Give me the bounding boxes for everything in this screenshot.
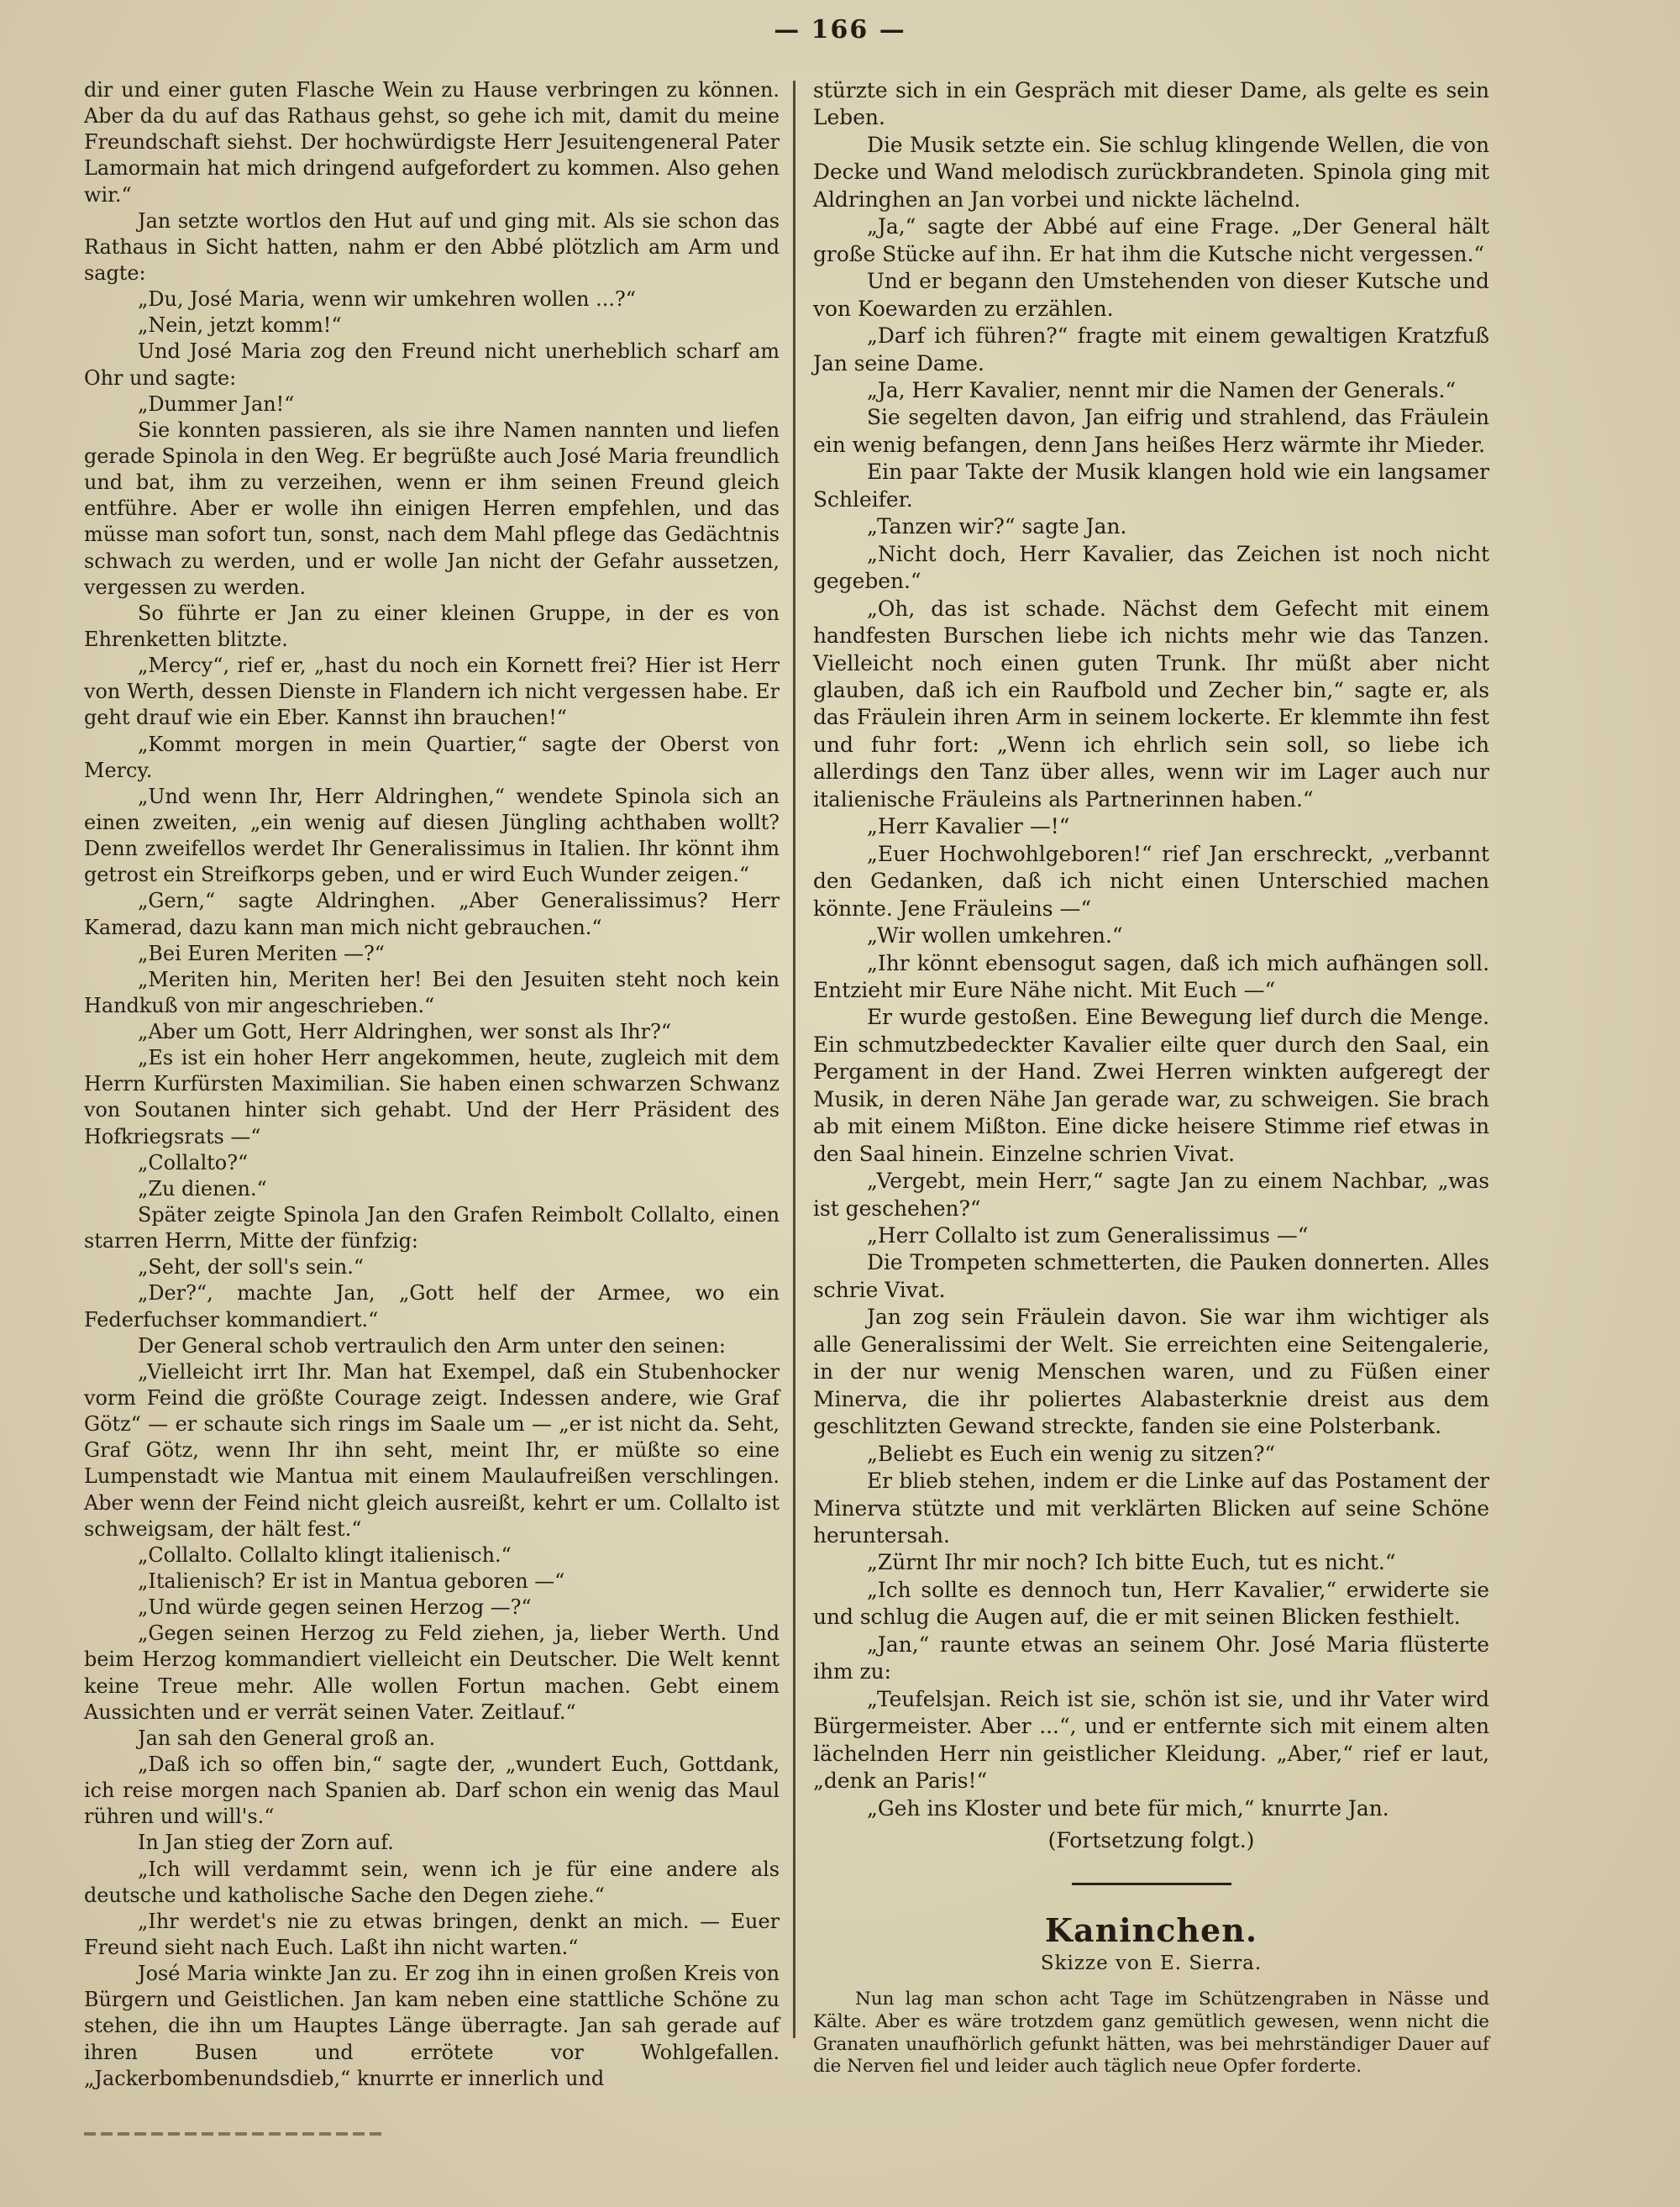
paragraph: „Collalto. Collalto klingt italienisch.“	[138, 1542, 512, 1567]
paragraph: „Mercy“, rief er, „hast du noch ein Kornett frei? Hier ist Herr von Werth, dessen Dienste in Flandern ich nicht vergessen habe. Er geht drauf wie ein Eber. Kannst ihn brauchen!“	[84, 654, 780, 730]
paragraph: „Und wenn Ihr, Herr Aldringhen,“ wendete Spinola sich an einen zweiten, „ein wenig auf diesen Jüngling achthaben wollt? Denn zweifellos werdet Ihr Generalissimus in Italien. Ihr könnt ihm getrost ein Streifkorps geben, und er wird Euch Wunder zeigen.“	[84, 784, 780, 887]
paragraph: „Darf ich führen?“ fragte mit einem gewaltigen Kratzfuß Jan seine Dame.	[813, 323, 1489, 376]
paragraph: Sie konnten passieren, als sie ihre Namen nannten und liefen gerade Spinola in den Weg. Er begrüßte auch José Maria freundlich und bat, ihm zu verzeihen, wenn er ihm seinen Freund gleich entführe. Aber er wolle ihn einigen Herren empfehlen, und das müsse man sofort tun, sonst, nach dem Mahl pflege das Gedächtnis schwach zu werden, und er wolle Jan nicht der Gefahr aussetzen, vergessen zu werden.	[84, 418, 780, 599]
paragraph: „Geh ins Kloster und bete für mich,“ knurrte Jan.	[867, 1795, 1389, 1821]
paragraph: Jan setzte wortlos den Hut auf und ging mit. Als sie schon das Rathaus in Sicht hatten, nahm er den Abbé plötzlich am Arm und sagte:	[84, 208, 780, 285]
paragraph: Später zeigte Spinola Jan den Grafen Reimbolt Collalto, einen starren Herrn, Mitte der fünfzig:	[84, 1203, 780, 1253]
paragraph: „Euer Hochwohlgeboren!“ rief Jan erschreckt, „verbannt den Gedanken, daß ich nicht einen Unterschied machen könnte. Jene Fräuleins —“	[813, 841, 1489, 921]
paragraph: „Beliebt es Euch ein wenig zu sitzen?“	[867, 1441, 1276, 1466]
paragraph: Sie segelten davon, Jan eifrig und strahlend, das Fräulein ein wenig befangen, denn Jans heißes Herz wärmte ihr Mieder.	[813, 405, 1489, 457]
page-edge-mark	[84, 2132, 386, 2136]
paragraph: „Ja,“ sagte der Abbé auf eine Frage. „Der General hält große Stücke auf ihn. Er hat ihm die Kutsche nicht vergessen.“	[813, 214, 1489, 266]
paragraph: Er wurde gestoßen. Eine Bewegung lief durch die Menge. Ein schmutzbedeckter Kavalier eilte quer durch den Saal, ein Pergament in der Hand. Zwei Herren winkten aufgeregt der Musik, in deren Nähe Jan gerade war, zu schweigen. Sie brach ab mit einem Mißton. Eine dicke heisere Stimme rief etwas in den Saal hinein. Einzelne schrien Vivat.	[813, 1005, 1489, 1166]
paragraph: „Du, José Maria, wenn wir umkehren wollen ...?“	[138, 287, 636, 312]
paragraph: „Herr Collalto ist zum Generalissimus —“	[867, 1223, 1309, 1248]
paragraph: „Jan,“ raunte etwas an seinem Ohr. José Maria flüsterte ihm zu:	[813, 1632, 1489, 1684]
paragraph: „Aber um Gott, Herr Aldringhen, wer sonst als Ihr?“	[138, 1020, 672, 1044]
paragraph: „Meriten hin, Meriten her! Bei den Jesuiten steht noch kein Handkuß von mir angeschrieben.“	[84, 967, 780, 1017]
paragraph: „Teufelsjan. Reich ist sie, schön ist sie, und ihr Vater wird Bürgermeister. Aber ...“, und er entfernte sich mit einem alten lächelnden Herr nin geistlicher Kleidung. „Aber,“ rief er laut, „denk an Paris!“	[813, 1686, 1489, 1794]
paragraph: „Ja, Herr Kavalier, nennt mir die Namen der Generals.“	[867, 377, 1457, 402]
paragraph: „Collalto?“	[138, 1150, 249, 1174]
paragraph: „Vielleicht irrt Ihr. Man hat Exempel, daß ein Stubenhocker vorm Feind die größte Courage zeigt. Indessen andere, wie Graf Götz“ — er schaute sich rings im Saale um — „er ist nicht da. Seht, Graf Götz, wenn Ihr ihn seht, meint Ihr, er müßte so eine Lumpenstadt wie Mantua mit einem Maulaufreißen verschlingen. Aber wenn der Feind nicht gleich ausreißt, kehrt er um. Collalto ist schweigsam, der hält fest.“	[84, 1359, 780, 1541]
paragraph: „Seht, der soll's sein.“	[138, 1255, 365, 1280]
paragraph: „Ich sollte es dennoch tun, Herr Kavalier,“ erwiderte sie und schlug die Augen auf, die er mit seinen Blicken festhielt.	[813, 1577, 1489, 1630]
story-body	[813, 1989, 1489, 2078]
paragraph: Jan sah den General groß an.	[138, 1726, 436, 1750]
paragraph: Ein paar Takte der Musik klangen hold wie ein langsamer Schleifer.	[813, 460, 1489, 512]
paragraph: „Zürnt Ihr mir noch? Ich bitte Euch, tut es nicht.“	[867, 1550, 1396, 1575]
paragraph: „Ich will verdammt sein, wenn ich je für eine andere als deutsche und katholische Sache den Degen ziehe.“	[84, 1857, 780, 1907]
paragraph: „Zu dienen.“	[138, 1176, 267, 1201]
section-separator	[1072, 1883, 1231, 1885]
paragraph: So führte er Jan zu einer kleinen Gruppe, in der es von Ehrenketten blitzte.	[84, 601, 780, 651]
paragraph: Und José Maria zog den Freund nicht unerheblich scharf am Ohr und sagte:	[84, 339, 780, 390]
paragraph: „Gern,“ sagte Aldringhen. „Aber Generalissimus? Herr Kamerad, dazu kann man mich nicht gebrauchen.“	[84, 889, 780, 939]
paragraph: „Wir wollen umkehren.“	[867, 923, 1123, 948]
story-title: Kaninchen.	[1044, 1911, 1258, 1950]
paragraph: stürzte sich in ein Gespräch mit dieser Dame, als gelte es sein Leben.	[813, 78, 1489, 130]
paragraph: „Ihr könnt ebensogut sagen, daß ich mich aufhängen soll. Entzieht mir Eure Nähe nicht. Mit Euch —“	[813, 950, 1489, 1002]
paragraph: „Vergebt, mein Herr,“ sagte Jan zu einem Nachbar, „was ist geschehen?“	[813, 1169, 1489, 1221]
column-divider	[793, 81, 795, 2038]
paragraph: Und er begann den Umstehenden von dieser Kutsche und von Koewarden zu erzählen.	[813, 269, 1489, 321]
paragraph: „Nein, jetzt komm!“	[138, 313, 342, 338]
paragraph: „Der?“, machte Jan, „Gott helf der Armee, wo ein Federfuchser kommandiert.“	[84, 1281, 780, 1332]
paragraph: Er blieb stehen, indem er die Linke auf das Postament der Minerva stützte und mit verklärten Blicken auf seine Schöne heruntersah.	[813, 1469, 1489, 1548]
paragraph: „Tanzen wir?“ sagte Jan.	[867, 514, 1127, 539]
right-column	[813, 77, 1489, 2078]
paragraph: „Ihr werdet's nie zu etwas bringen, denkt an mich. — Euer Freund sieht nach Euch. Laßt ihn nicht warten.“	[84, 1909, 780, 1959]
page-number: — 166 —	[774, 15, 906, 45]
paragraph: Der General schob vertraulich den Arm unter den seinen:	[138, 1333, 726, 1358]
paragraph: „Gegen seinen Herzog zu Feld ziehen, ja, lieber Werth. Und beim Herzog kommandiert vielleicht ein Deutscher. Die Welt kennt keine Treue mehr. Alle wollen Fortun machen. Gebt einem Aussichten und er verrät seinen Vater. Zeitlauf.“	[84, 1621, 780, 1724]
paragraph: „Italienisch? Er ist in Mantua geboren —“	[138, 1569, 565, 1594]
continuation-note: (Fortsetzung folgt.)	[1047, 1828, 1255, 1852]
paragraph: „Und würde gegen seinen Herzog —?“	[138, 1595, 532, 1620]
left-column	[84, 77, 780, 2092]
paragraph: Nun lag man schon acht Tage im Schützengraben in Nässe und Kälte. Aber es wäre trotzdem ganz gemütlich gewesen, wenn nicht die Granaten unaufhörlich gefunkt hätten, was bei mehrständiger Dauer auf die Nerven fiel und leider auch täglich neue Opfer forderte.	[813, 1989, 1489, 2078]
paragraph: „Es ist ein hoher Herr angekommen, heute, zugleich mit dem Herrn Kurfürsten Maximilian. Sie haben einen schwarzen Schwanz von Soutanen hinter sich gehabt. Und der Herr Präsident des Hofkriegsrats —“	[84, 1046, 780, 1148]
paragraph: dir und einer guten Flasche Wein zu Hause verbringen zu können. Aber da du auf das Rathaus gehst, so gehe ich mit, damit du meine Freundschaft siehst. Der hochwürdigste Herr Jesuitengeneral Pater Lamormain hat mich dringend aufgefordert zu kommen. Also gehen wir.“	[84, 78, 780, 207]
paragraph: Die Trompeten schmetterten, die Pauken donnerten. Alles schrie Vivat.	[813, 1250, 1489, 1302]
paragraph: „Nicht doch, Herr Kavalier, das Zeichen ist noch nicht gegeben.“	[813, 541, 1489, 594]
paragraph: „Herr Kavalier —!“	[867, 814, 1070, 839]
paragraph: „Oh, das ist schade. Nächst dem Gefecht mit einem handfesten Burschen liebe ich nichts mehr wie das Tanzen. Vielleicht noch einen guten Trunk. Ihr müßt aber nicht glauben, daß ich ein Raufbold und Zecher bin,“ sagte er, als das Fräulein ihren Arm in seinem lockerte. Er klemmte ihn fest und fuhr fort: „Wenn ich ehrlich sein soll, so liebe ich allerdings den Tanz über alles, wenn wir im Lager auch nur italienische Fräuleins als Partnerinnen haben.“	[813, 596, 1489, 812]
paragraph: In Jan stieg der Zorn auf.	[138, 1831, 394, 1855]
paragraph: Jan zog sein Fräulein davon. Sie war ihm wichtiger als alle Generalissimi der Welt. Sie erreichten eine Seitengalerie, in der nur wenig Menschen waren, und zu Füßen einer Minerva, die ihr poliertes Alabasterknie dreist aus dem geschlitzten Gewand streckte, fanden sie eine Polsterbank.	[813, 1305, 1489, 1439]
paragraph: Die Musik setzte ein. Sie schlug klingende Wellen, die von Decke und Wand melodisch zurückbrandeten. Spinola ging mit Aldringhen an Jan vorbei und nickte lächelnd.	[813, 132, 1489, 212]
paragraph: „Daß ich so offen bin,“ sagte der, „wundert Euch, Gottdank, ich reise morgen nach Spanien ab. Darf schon ein wenig das Maul rühren und will's.“	[84, 1752, 780, 1829]
story-subtitle: Skizze von E. Sierra.	[1040, 1952, 1263, 1974]
paragraph: „Bei Euren Meriten —?“	[138, 941, 385, 965]
paragraph: „Kommt morgen in mein Quartier,“ sagte der Oberst von Mercy.	[84, 732, 780, 782]
paragraph: José Maria winkte Jan zu. Er zog ihn in einen großen Kreis von Bürgern und Geistlichen. Jan kam neben eine stattliche Schöne zu stehen, die ihn um Hauptes Länge überragte. Jan sah gerade auf ihren Busen und errötete vor Wohlgefallen. „Jackerbombenundsdieb,“ knurrte er innerlich und	[84, 1962, 780, 2090]
paragraph: „Dummer Jan!“	[138, 391, 295, 416]
